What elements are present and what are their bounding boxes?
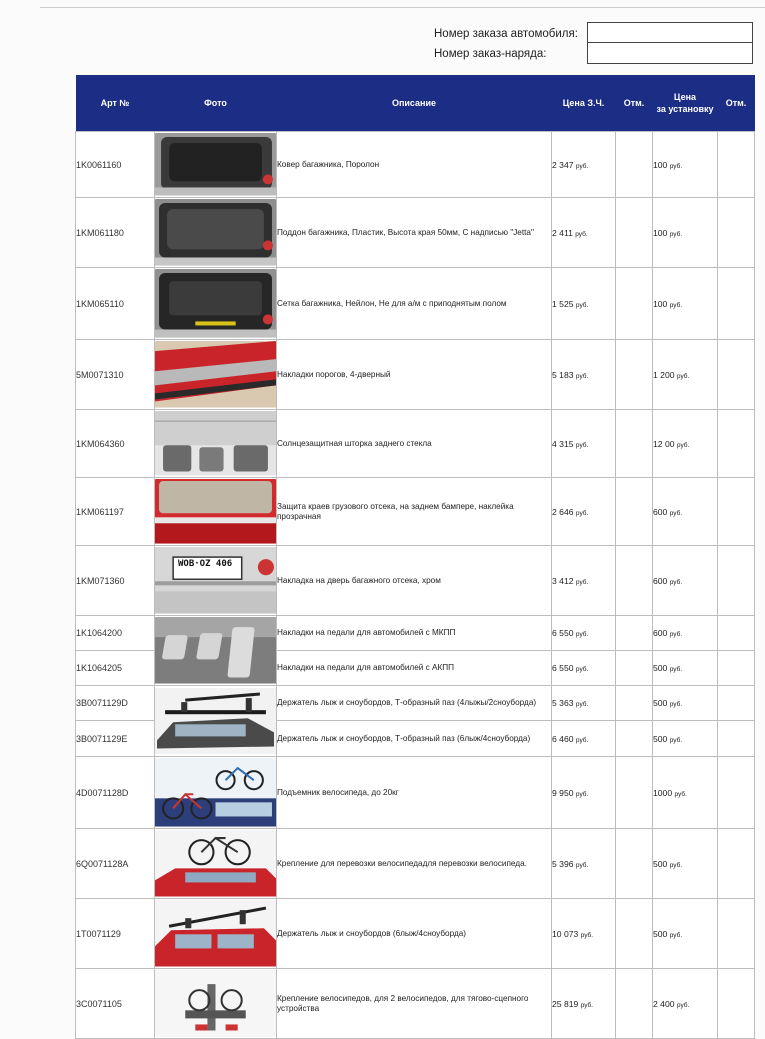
table-row: [76, 899, 755, 969]
col-photo: Фото: [155, 75, 277, 132]
bumper-film-photo: [155, 478, 277, 546]
towbar-bike-photo: [155, 969, 277, 1039]
license-plate-text: WOB·OZ 406: [177, 559, 233, 570]
bike-lift-photo: [155, 757, 277, 829]
part-price: 6 550 руб.: [552, 651, 616, 686]
description: Поддон багажника, Пластик, Высота края 50мм, С надписью "Jetta": [277, 198, 552, 268]
art-number: 3B0071129D: [76, 686, 155, 721]
table-row: [76, 829, 755, 899]
part-price: 10 073 руб.: [552, 899, 616, 969]
order-car-field[interactable]: [587, 22, 753, 44]
ski-holder-photo: [155, 686, 277, 757]
description: Держатель лыж и сноубордов (6лыж/4сноуборда): [277, 899, 552, 969]
install-mark-checkbox[interactable]: [718, 721, 755, 757]
install-mark-checkbox[interactable]: [718, 829, 755, 899]
mark-checkbox[interactable]: [616, 969, 653, 1039]
part-price: 5 396 руб.: [552, 829, 616, 899]
mark-checkbox[interactable]: [616, 721, 653, 757]
mark-checkbox[interactable]: [616, 651, 653, 686]
install-mark-checkbox[interactable]: [718, 546, 755, 616]
install-price: 2 400 руб.: [653, 969, 718, 1039]
description: Накладка на дверь багажного отсека, хром: [277, 546, 552, 616]
mark-checkbox[interactable]: [616, 757, 653, 829]
col-mark-1: Отм.: [616, 75, 653, 132]
art-number: 1K1064200: [76, 616, 155, 651]
part-price: 5 363 руб.: [552, 686, 616, 721]
part-price: 2 347 руб.: [552, 132, 616, 198]
part-price: 1 525 руб.: [552, 268, 616, 340]
install-price: 100 руб.: [653, 268, 718, 340]
install-price: 500 руб.: [653, 899, 718, 969]
art-number: 4D0071128D: [76, 757, 155, 829]
install-price: 1 200 руб.: [653, 340, 718, 410]
table-row: [76, 757, 755, 829]
install-mark-checkbox[interactable]: [718, 651, 755, 686]
art-number: 3C0071105: [76, 969, 155, 1039]
trunk-net-photo: [155, 268, 277, 340]
sunshade-photo: [155, 410, 277, 478]
art-number: 1K1064205: [76, 651, 155, 686]
col-install-price: Цена за установку: [653, 75, 718, 132]
table-row: [76, 969, 755, 1039]
mark-checkbox[interactable]: [616, 686, 653, 721]
install-price: 100 руб.: [653, 132, 718, 198]
col-description: Описание: [277, 75, 552, 132]
install-mark-checkbox[interactable]: [718, 132, 755, 198]
description: Солнцезащитная шторка заднего стекла: [277, 410, 552, 478]
art-number: 1KM061197: [76, 478, 155, 546]
table-row: [76, 616, 755, 651]
part-price: 3 412 руб.: [552, 546, 616, 616]
mark-checkbox[interactable]: [616, 268, 653, 340]
description: Держатель лыж и сноубордов, Т-образный паз (4лыжы/2сноуборда): [277, 686, 552, 721]
install-mark-checkbox[interactable]: [718, 478, 755, 546]
art-number: 1KM071360: [76, 546, 155, 616]
table-row: [76, 132, 755, 198]
table-row: [76, 478, 755, 546]
install-price: 500 руб.: [653, 829, 718, 899]
table-row: [76, 686, 755, 721]
order-job-label: Номер заказ-наряда:: [434, 48, 547, 60]
install-price: 600 руб.: [653, 478, 718, 546]
part-price: 9 950 руб.: [552, 757, 616, 829]
install-price: 500 руб.: [653, 651, 718, 686]
mark-checkbox[interactable]: [616, 132, 653, 198]
install-price: 1000 руб.: [653, 757, 718, 829]
description: Сетка багажника, Нейлон, Не для а/м с приподнятым полом: [277, 268, 552, 340]
pedals-photo: [155, 616, 277, 686]
install-mark-checkbox[interactable]: [718, 969, 755, 1039]
mark-checkbox[interactable]: [616, 899, 653, 969]
table-row: [76, 340, 755, 410]
ski-holder-roof-photo: [155, 899, 277, 969]
part-price: 6 460 руб.: [552, 721, 616, 757]
top-rule: [40, 7, 765, 8]
art-number: 5M0071310: [76, 340, 155, 410]
mark-checkbox[interactable]: [616, 829, 653, 899]
mark-checkbox[interactable]: [616, 198, 653, 268]
table-row: [76, 268, 755, 340]
table-row: [76, 410, 755, 478]
table-header-row: [76, 75, 755, 132]
install-price: 500 руб.: [653, 686, 718, 721]
description: Накладки порогов, 4-дверный: [277, 340, 552, 410]
trunk-tray-photo: [155, 198, 277, 268]
description: Ковер багажника, Поролон: [277, 132, 552, 198]
art-number: 3B0071129E: [76, 721, 155, 757]
install-mark-checkbox[interactable]: [718, 410, 755, 478]
art-number: 1T0071129: [76, 899, 155, 969]
art-number: 6Q0071128A: [76, 829, 155, 899]
install-mark-checkbox[interactable]: [718, 686, 755, 721]
table-row: [76, 546, 755, 616]
install-price: 600 руб.: [653, 546, 718, 616]
install-mark-checkbox[interactable]: [718, 757, 755, 829]
accessories-price-table: [75, 75, 755, 1039]
art-number: 1KM065110: [76, 268, 155, 340]
part-price: 6 550 руб.: [552, 616, 616, 651]
description: Защита краев грузового отсека, на заднем бампере, наклейка прозрачная: [277, 478, 552, 546]
install-mark-checkbox[interactable]: [718, 268, 755, 340]
install-price: 500 руб.: [653, 721, 718, 757]
install-price: 12 00 руб.: [653, 410, 718, 478]
trunk-mat-photo: [155, 132, 277, 198]
install-mark-checkbox[interactable]: [718, 616, 755, 651]
col-art: Арт №: [76, 75, 155, 132]
door-sill-photo: [155, 340, 277, 410]
mark-checkbox[interactable]: [616, 340, 653, 410]
order-car-label: Номер заказа автомобиля:: [434, 28, 578, 40]
col-price: Цена З.Ч.: [552, 75, 616, 132]
description: Накладки на педали для автомобилей с АКПП: [277, 651, 552, 686]
bike-mount-photo: [155, 829, 277, 899]
install-mark-checkbox[interactable]: [718, 899, 755, 969]
part-price: 4 315 руб.: [552, 410, 616, 478]
chrome-trim-photo: [155, 546, 277, 616]
mark-checkbox[interactable]: [616, 546, 653, 616]
mark-checkbox[interactable]: [616, 478, 653, 546]
description: Крепление велосипедов, для 2 велосипедов, для тягово-сцепного устройства: [277, 969, 552, 1039]
mark-checkbox[interactable]: [616, 410, 653, 478]
description: Накладки на педали для автомобилей с МКПП: [277, 616, 552, 651]
part-price: 2 411 руб.: [552, 198, 616, 268]
install-price: 100 руб.: [653, 198, 718, 268]
description: Держатель лыж и сноубордов, Т-образный паз (6лыж/4сноуборда): [277, 721, 552, 757]
install-mark-checkbox[interactable]: [718, 340, 755, 410]
part-price: 5 183 руб.: [552, 340, 616, 410]
description: Крепление для перевозки велосипедадля перевозки велосипеда.: [277, 829, 552, 899]
art-number: 1K0061160: [76, 132, 155, 198]
col-mark-2: Отм.: [718, 75, 755, 132]
mark-checkbox[interactable]: [616, 616, 653, 651]
art-number: 1KM064360: [76, 410, 155, 478]
part-price: 2 646 руб.: [552, 478, 616, 546]
install-mark-checkbox[interactable]: [718, 198, 755, 268]
install-price: 600 руб.: [653, 616, 718, 651]
order-job-field[interactable]: [587, 42, 753, 64]
art-number: 1KM061180: [76, 198, 155, 268]
table-row: [76, 198, 755, 268]
part-price: 25 819 руб.: [552, 969, 616, 1039]
description: Подъемник велосипеда, до 20кг: [277, 757, 552, 829]
